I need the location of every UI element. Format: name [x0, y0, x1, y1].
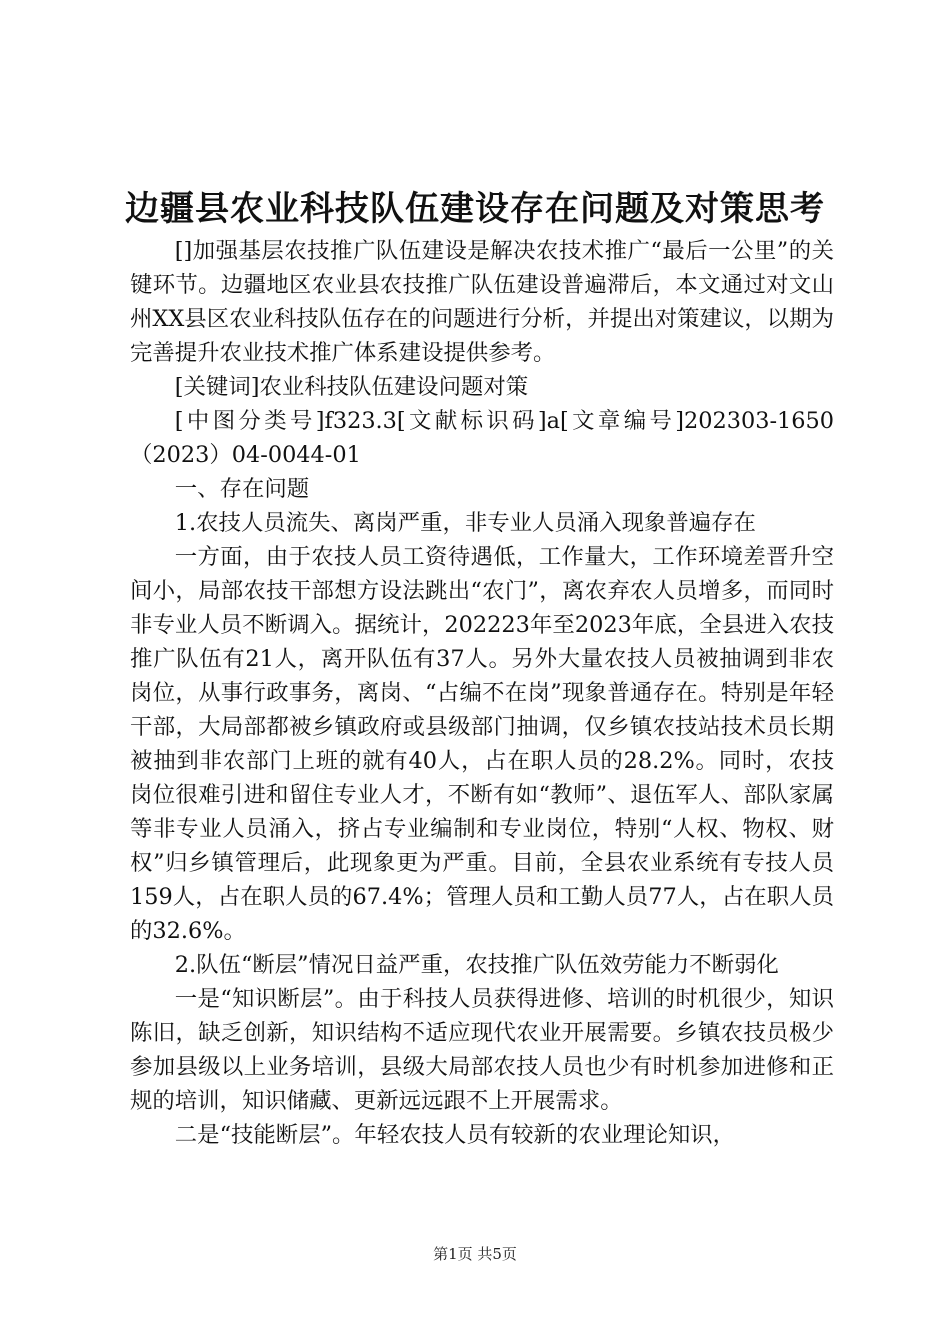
- document-body: [130, 234, 834, 1152]
- section-heading: 一、存在问题: [174, 476, 310, 502]
- body-paragraph: 一方面，由于农技人员工资待遇低，工作量大，工作环境差晋升空间小，局部农技干部想方设法跳出“农门”，离农弃农人员增多，而同时非专业人员不断调入。据统计，202223年至2023年底，全县进入农技推广队伍有21人，离开队伍有37人。另外大量农技人员被抽调到非农岗位，从事行政事务，离岗、“占编不在岗”现象普通存在。特别是年轻干部，大局部都被乡镇政府或县级部门抽调，仅乡镇农技站技术员长期被抽到非农部门上班的就有40人，占在职人员的28.2%。同时，农技岗位很难引进和留住专业人才，不断有如“教师”、退伍军人、部队家属等非专业人员涌入，挤占专业编制和专业岗位，特别“人权、物权、财权”归乡镇管理后，此现象更为严重。目前，全县农业系统有专技人员159人，占在职人员的67.4%；管理人员和工勤人员77人，占在职人员的32.6%。: [130, 544, 834, 944]
- subsection-heading-2: 2.队伍“断层”情况日益严重，农技推广队伍效劳能力不断弱化: [174, 952, 779, 978]
- page-footer: 第1页 共5页: [433, 1245, 517, 1263]
- subsection-heading-1: 1.农技人员流失、离岗严重，非专业人员涌入现象普遍存在: [174, 510, 756, 536]
- abstract-paragraph: []加强基层农技推广队伍建设是解决农技术推广“最后一公里”的关键环节。边疆地区农业县农技推广队伍建设普遍滞后，本文通过对文山州XX县区农业科技队伍存在的问题进行分析，并提出对策建议，以期为完善提升农业技术推广体系建设提供参考。: [130, 238, 834, 366]
- keywords-paragraph: [关键词]农业科技队伍建设问题对策: [174, 374, 529, 400]
- body-paragraph: 一是“知识断层”。由于科技人员获得进修、培训的时机很少，知识陈旧，缺乏创新，知识结构不适应现代农业开展需要。乡镇农技员极少参加县级以上业务培训，县级大局部农技人员也少有时机参加进修和正规的培训，知识储藏、更新远远跟不上开展需求。: [130, 986, 834, 1114]
- document-title: 边疆县农业科技队伍建设存在问题及对策思考: [125, 189, 825, 229]
- classification-paragraph: [中图分类号]f323.3[文献标识码]a[文章编号]202303-1650（2023）04-0044-01: [130, 408, 834, 468]
- body-paragraph: 二是“技能断层”。年轻农技人员有较新的农业理论知识，: [174, 1122, 736, 1148]
